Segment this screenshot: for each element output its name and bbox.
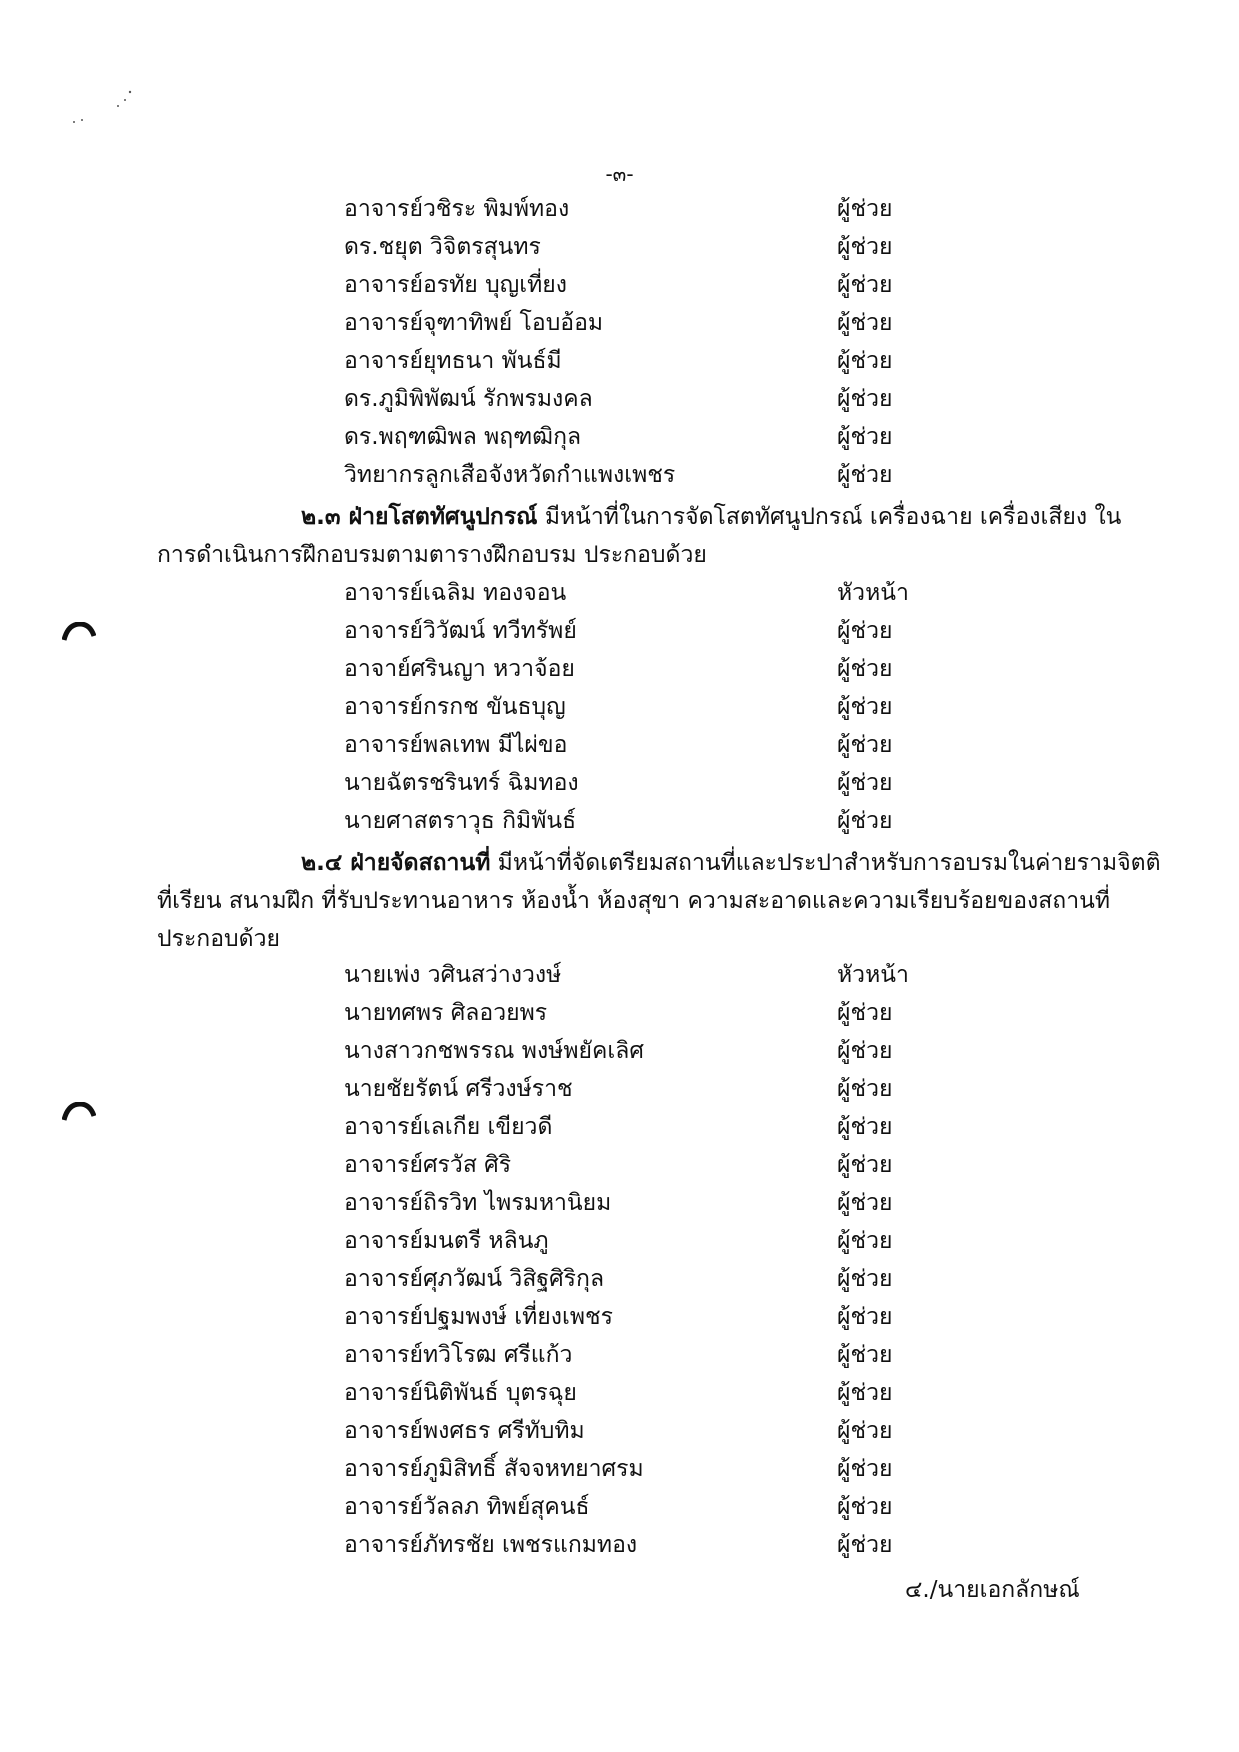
member-name: นายทศพร ศิลอวยพร [344, 1000, 548, 1026]
section-2-4-text: มีหน้าที่จัดเตรียมสถานที่และประปาสำหรับการอบรมในค่ายรามจิตติ [490, 850, 1161, 876]
member-role: ผู้ช่วย [837, 386, 893, 412]
member-name: อาจารย์ภูมิสิทธิ์ สัจจหทยาศรม [344, 1456, 644, 1482]
scan-speckle-mark [70, 86, 140, 126]
member-role: ผู้ช่วย [837, 770, 893, 796]
member-name: อาจารย์ยุทธนา พันธ์มี [344, 348, 562, 374]
list-item [0, 994, 1239, 1032]
member-name: นายฉัตรชรินทร์ ฉิมทอง [344, 770, 579, 796]
list-item [0, 1336, 1239, 1374]
member-role: ผู้ช่วย [837, 618, 893, 644]
section-2-3-text-cont: การดำเนินการฝึกอบรมตามตารางฝึกอบรม ประกอบด้วย [157, 542, 707, 568]
member-name: อาจารย์วิวัฒน์ ทวีทรัพย์ [344, 618, 577, 644]
page-number: -๓- [605, 162, 634, 186]
member-name: อาจารย์เฉลิม ทองจอน [344, 580, 567, 606]
section-2-3-text: มีหน้าที่ในการจัดโสตทัศนูปกรณ์ เครื่องฉาย เครื่องเสียง ใน [537, 504, 1122, 530]
list-item [0, 802, 1239, 840]
member-role: ผู้ช่วย [837, 1456, 893, 1482]
member-name: อาจาย์ศรินญา หวาจ้อย [344, 656, 575, 682]
member-role: ผู้ช่วย [837, 1076, 893, 1102]
list-item [0, 1070, 1239, 1108]
member-role: ผู้ช่วย [837, 1380, 893, 1406]
member-name: อาจารย์พงศธร ศรีทับทิม [344, 1418, 585, 1444]
section-2-4-text-cont: ประกอบด้วย [157, 926, 280, 952]
list-item [0, 1298, 1239, 1336]
section-2-4-heading: ๒.๔ ฝ่ายจัดสถานที่ [301, 850, 491, 876]
list-item [0, 1108, 1239, 1146]
member-role: ผู้ช่วย [837, 424, 893, 450]
member-role: ผู้ช่วย [837, 310, 893, 336]
list-item [0, 190, 1239, 228]
list-item [0, 1526, 1239, 1564]
member-role: ผู้ช่วย [837, 272, 893, 298]
member-name: อาจารย์กรกช ขันธบุญ [344, 694, 566, 720]
list-item [0, 1450, 1239, 1488]
member-name: อาจารย์ศุภวัฒน์ วิสิฐศิริกุล [344, 1266, 605, 1292]
list-item [0, 956, 1239, 994]
section-2-4-paragraph [157, 844, 1161, 958]
list-item [0, 1222, 1239, 1260]
member-role: ผู้ช่วย [837, 1114, 893, 1140]
list-item [0, 1032, 1239, 1070]
member-role: ผู้ช่วย [837, 196, 893, 222]
list-item [0, 764, 1239, 802]
member-name: อาจารย์อรทัย บุญเที่ยง [344, 272, 567, 298]
list-item [0, 266, 1239, 304]
member-role: ผู้ช่วย [837, 1532, 893, 1558]
member-role: ผู้ช่วย [837, 1304, 893, 1330]
member-name: อาจารย์ศรวัส ศิริ [344, 1152, 512, 1178]
member-name: อาจารย์วชิระ พิมพ์ทอง [344, 196, 570, 222]
member-name: อาจารย์มนตรี หลินภู [344, 1228, 549, 1254]
member-role: ผู้ช่วย [837, 1228, 893, 1254]
member-role: ผู้ช่วย [837, 656, 893, 682]
member-name: อาจารย์ทวิโรฒ ศรีแก้ว [344, 1342, 573, 1368]
list-item [0, 304, 1239, 342]
member-name: ดร.พฤฑฒิพล พฤฑฒิกุล [344, 424, 582, 450]
member-role: ผู้ช่วย [837, 694, 893, 720]
member-role: ผู้ช่วย [837, 732, 893, 758]
list-item [0, 342, 1239, 380]
member-name: อาจารย์จุฑาทิพย์ โอบอ้อม [344, 310, 604, 336]
member-role: ผู้ช่วย [837, 1190, 893, 1216]
list-item [0, 688, 1239, 726]
member-role: ผู้ช่วย [837, 234, 893, 260]
member-name: อาจารย์พลเทพ มีไผ่ขอ [344, 732, 568, 758]
member-name: นายศาสตราวุธ กิมิพันธ์ [344, 808, 577, 834]
member-role: หัวหน้า [837, 962, 909, 988]
list-item [0, 1412, 1239, 1450]
list-item [0, 1184, 1239, 1222]
next-page-catchword: ๔./นายเอกลักษณ์ [905, 1577, 1080, 1603]
member-name: อาจารย์เลเกีย เขียวดี [344, 1114, 553, 1140]
member-role: ผู้ช่วย [837, 1418, 893, 1444]
list-item [0, 380, 1239, 418]
member-name: อาจารย์วัลลภ ทิพย์สุคนธ์ [344, 1494, 590, 1520]
member-name: ดร.ชยุต วิจิตรสุนทร [344, 234, 541, 260]
member-role: ผู้ช่วย [837, 808, 893, 834]
list-item [0, 1488, 1239, 1526]
list-item [0, 1260, 1239, 1298]
list-item [0, 574, 1239, 612]
member-name: อาจารย์ภัทรชัย เพชรแกมทอง [344, 1532, 638, 1558]
member-role: ผู้ช่วย [837, 348, 893, 374]
list-item [0, 228, 1239, 266]
member-name: อาจารย์ถิรวิท ไพรมหานิยม [344, 1190, 612, 1216]
list-item [0, 456, 1239, 494]
section-2-3-heading: ๒.๓ ฝ่ายโสตทัศนูปกรณ์ [301, 504, 538, 530]
member-name: อาจารย์ปฐมพงษ์ เที่ยงเพชร [344, 1304, 613, 1330]
member-role: ผู้ช่วย [837, 1494, 893, 1520]
member-role: ผู้ช่วย [837, 462, 893, 488]
list-item [0, 612, 1239, 650]
list-item [0, 650, 1239, 688]
list-item [0, 1146, 1239, 1184]
member-role: ผู้ช่วย [837, 1000, 893, 1026]
list-item [0, 726, 1239, 764]
member-role: ผู้ช่วย [837, 1342, 893, 1368]
member-name: นายเพ่ง วศินสว่างวงษ์ [344, 962, 562, 988]
member-name: นายชัยรัตน์ ศรีวงษ์ราช [344, 1076, 573, 1102]
list-item [0, 418, 1239, 456]
member-name: วิทยากรลูกเสือจังหวัดกำแพงเพชร [344, 462, 676, 488]
list-item [0, 1374, 1239, 1412]
member-name: นางสาวกชพรรณ พงษ์พยัคเลิศ [344, 1038, 644, 1064]
section-2-3-paragraph [157, 498, 1122, 574]
member-role: หัวหน้า [837, 580, 909, 606]
member-role: ผู้ช่วย [837, 1038, 893, 1064]
member-name: ดร.ภูมิพิพัฒน์ รักพรมงคล [344, 386, 593, 412]
member-name: อาจารย์นิติพันธ์ บุตรฉุย [344, 1380, 577, 1406]
member-role: ผู้ช่วย [837, 1266, 893, 1292]
section-2-4-text-cont: ที่เรียน สนามฝึก ที่รับประทานอาหาร ห้องน้ำ ห้องสุขา ความสะอาดและความเรียบร้อยของสถานที่ [157, 888, 1111, 914]
member-role: ผู้ช่วย [837, 1152, 893, 1178]
